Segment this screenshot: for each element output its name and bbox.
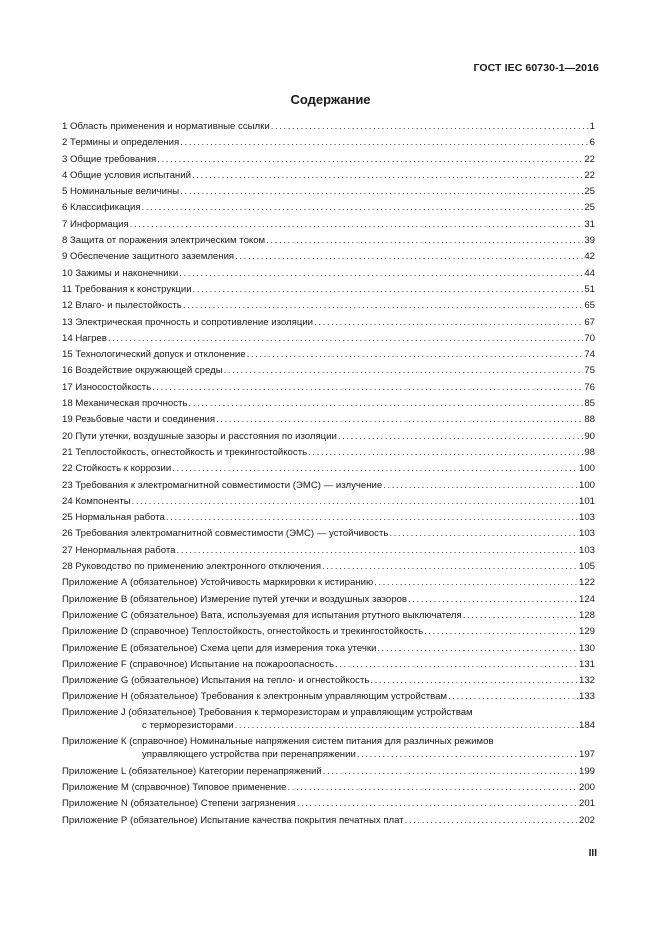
toc-leader-dots bbox=[370, 673, 578, 689]
toc-entry[interactable] bbox=[62, 706, 595, 735]
toc-entry-page: 22 bbox=[584, 153, 595, 165]
toc-entry-title: Приложение G (обязательное) Испытания на тепло- и огнестойкость bbox=[62, 675, 370, 687]
toc-entry-title: 11 Требования к конструкции bbox=[62, 283, 192, 295]
toc-entry-page: 132 bbox=[578, 675, 595, 687]
toc-entry-page: 129 bbox=[578, 626, 595, 638]
toc-entry[interactable] bbox=[62, 494, 595, 510]
toc-entry[interactable] bbox=[62, 592, 595, 608]
toc-entry[interactable] bbox=[62, 813, 595, 829]
toc-entry[interactable] bbox=[62, 575, 595, 591]
toc-leader-dots bbox=[374, 575, 578, 591]
toc-entry-title: 26 Требования электромагнитной совместимости (ЭМС) — устойчивость bbox=[62, 528, 389, 540]
toc-entry[interactable] bbox=[62, 168, 595, 184]
toc-leader-dots bbox=[180, 135, 588, 151]
toc-entry-title: 20 Пути утечки, воздушные зазоры и расстояния по изоляции bbox=[62, 430, 337, 442]
toc-leader-dots bbox=[180, 184, 583, 200]
toc-entry-page: 184 bbox=[578, 720, 595, 732]
toc-entry[interactable] bbox=[62, 119, 595, 135]
toc-leader-dots bbox=[235, 719, 578, 733]
toc-leader-dots bbox=[357, 748, 578, 762]
toc-entry-page: 128 bbox=[578, 609, 595, 621]
toc-entry-title: 1 Область применения и нормативные ссылки bbox=[62, 121, 270, 132]
toc-leader-dots bbox=[424, 624, 578, 640]
toc-entry[interactable] bbox=[62, 249, 595, 265]
toc-entry-page: 1 bbox=[589, 121, 595, 132]
standard-designation: ГОСТ IEC 60730-1—2016 bbox=[473, 62, 599, 74]
toc-entry-title: 25 Нормальная работа bbox=[62, 512, 165, 524]
toc-entry-title: 16 Воздействие окружающей среды bbox=[62, 365, 223, 377]
toc-entry[interactable] bbox=[62, 282, 595, 298]
toc-entry-title: 2 Термины и определения bbox=[62, 137, 180, 149]
toc-entry-page: 76 bbox=[584, 381, 595, 393]
toc-leader-dots bbox=[172, 461, 578, 477]
toc-entry[interactable] bbox=[62, 298, 595, 314]
toc-leader-dots bbox=[314, 315, 583, 331]
toc-entry-title: 3 Общие требования bbox=[62, 153, 157, 165]
toc-entry-page: 100 bbox=[578, 479, 595, 491]
toc-entry-page: 124 bbox=[578, 593, 595, 605]
toc-entry[interactable] bbox=[62, 657, 595, 673]
toc-entry-page: 65 bbox=[584, 300, 595, 312]
toc-leader-dots bbox=[271, 119, 589, 135]
toc-entry-title: 12 Влаго- и пылестойкость bbox=[62, 300, 182, 312]
toc-entry-title: 18 Механическая прочность bbox=[62, 398, 188, 410]
toc-entry-page: 88 bbox=[584, 414, 595, 426]
toc-entry-title: 23 Требования к электромагнитной совместимости (ЭМС) — излучение bbox=[62, 479, 383, 491]
toc-entry-page: 122 bbox=[578, 577, 595, 589]
toc-entry-page: 85 bbox=[584, 398, 595, 410]
toc-entry[interactable] bbox=[62, 526, 595, 542]
toc-entry-page: 201 bbox=[578, 798, 595, 810]
toc-entry[interactable] bbox=[62, 315, 595, 331]
toc-entry-title: 27 Ненормальная работа bbox=[62, 544, 176, 556]
toc-entry[interactable] bbox=[62, 461, 595, 477]
toc-entry-page: 98 bbox=[584, 446, 595, 458]
toc-entry-title: Приложение N (обязательное) Степени загрязнения bbox=[62, 798, 296, 810]
toc-entry-title: 8 Защита от поражения электрическим током bbox=[62, 235, 266, 247]
toc-entry[interactable] bbox=[62, 363, 595, 379]
page-number: III bbox=[588, 848, 597, 859]
toc-leader-dots bbox=[216, 412, 583, 428]
toc-entry-title: 15 Технологический допуск и отклонение bbox=[62, 349, 246, 361]
toc-entry-title: Приложение М (справочное) Типовое применение bbox=[62, 781, 287, 793]
toc-entry[interactable] bbox=[62, 217, 595, 233]
toc-leader-dots bbox=[192, 168, 583, 184]
toc-entry-page: 25 bbox=[584, 202, 595, 214]
toc-leader-dots bbox=[157, 152, 583, 168]
toc-entry-title-continuation: управляющего устройства при перенапряжении bbox=[142, 749, 356, 761]
toc-leader-dots bbox=[183, 298, 584, 314]
toc-entry-page: 75 bbox=[584, 365, 595, 377]
toc-entry[interactable] bbox=[62, 184, 595, 200]
toc-entry-page: 101 bbox=[578, 495, 595, 507]
toc-entry-title: 14 Нагрев bbox=[62, 332, 107, 344]
toc-leader-dots bbox=[383, 478, 578, 494]
toc-entry-title: 22 Стойкость к коррозии bbox=[62, 463, 172, 475]
toc-leader-dots bbox=[188, 396, 583, 412]
toc-entry[interactable] bbox=[62, 380, 595, 396]
toc-entry-page: 130 bbox=[578, 642, 595, 654]
toc-entry-page: 105 bbox=[578, 561, 595, 573]
toc-entry[interactable] bbox=[62, 673, 595, 689]
toc-entry[interactable] bbox=[62, 396, 595, 412]
toc-leader-dots bbox=[389, 526, 578, 542]
toc-leader-dots bbox=[308, 445, 583, 461]
toc-entry[interactable] bbox=[62, 543, 595, 559]
toc-entry-title: 6 Классификация bbox=[62, 202, 141, 214]
toc-entry-title: Приложение А (обязательное) Устойчивость маркировки к истиранию bbox=[62, 577, 374, 589]
toc-entry-page: 67 bbox=[584, 316, 595, 328]
toc-entry[interactable] bbox=[62, 233, 595, 249]
toc-entry-title: Приложение F (справочное) Испытание на пожароопасность bbox=[62, 658, 334, 670]
toc-entry-page: 90 bbox=[584, 430, 595, 442]
toc-entry[interactable] bbox=[62, 764, 595, 780]
toc-leader-dots bbox=[377, 641, 578, 657]
toc-entry-title: 5 Номинальные величины bbox=[62, 186, 180, 198]
toc-entry-page: 100 bbox=[578, 463, 595, 475]
toc-entry-title: 17 Износостойкость bbox=[62, 381, 152, 393]
toc-entry[interactable] bbox=[62, 478, 595, 494]
toc-entry-title: 13 Электрическая прочность и сопротивление изоляции bbox=[62, 316, 314, 328]
table-of-contents bbox=[62, 119, 595, 829]
page-title: Содержание bbox=[290, 92, 371, 107]
toc-entry-page: 199 bbox=[578, 765, 595, 777]
toc-entry[interactable] bbox=[62, 445, 595, 461]
toc-entry[interactable] bbox=[62, 429, 595, 445]
toc-entry-title: 28 Руководство по применению электронного отключения bbox=[62, 561, 322, 573]
toc-entry-title: Приложение С (обязательное) Вата, используемая для испытания ртутного выключателя bbox=[62, 609, 462, 621]
toc-entry-title: Приложение К (справочное) Номинальные напряжения систем питания для различных режимов bbox=[62, 735, 494, 747]
toc-entry[interactable] bbox=[62, 735, 595, 764]
toc-entry[interactable] bbox=[62, 689, 595, 705]
toc-entry-title: 10 Зажимы и наконечники bbox=[62, 267, 179, 279]
toc-leader-dots bbox=[224, 363, 584, 379]
toc-entry-page: 22 bbox=[584, 169, 595, 181]
toc-entry[interactable] bbox=[62, 331, 595, 347]
toc-entry-page: 70 bbox=[584, 332, 595, 344]
toc-entry-title: 9 Обеспечение защитного заземления bbox=[62, 251, 235, 263]
toc-leader-dots bbox=[166, 510, 578, 526]
toc-entry-title: 19 Резьбовые части и соединения bbox=[62, 414, 216, 426]
toc-leader-dots bbox=[130, 217, 584, 233]
toc-entry-title: Приложение D (справочное) Теплостойкость, огнестойкость и трекингостойкость bbox=[62, 626, 424, 638]
toc-leader-dots bbox=[193, 282, 584, 298]
toc-entry-page: 44 bbox=[584, 267, 595, 279]
toc-leader-dots bbox=[152, 380, 583, 396]
toc-leader-dots bbox=[335, 657, 578, 673]
toc-entry-title: Приложение Р (обязательное) Испытание качества покрытия печатных плат bbox=[62, 814, 404, 826]
toc-leader-dots bbox=[463, 608, 578, 624]
toc-leader-dots bbox=[108, 331, 583, 347]
toc-entry-title: 7 Информация bbox=[62, 218, 129, 230]
toc-entry[interactable] bbox=[62, 152, 595, 168]
toc-entry[interactable] bbox=[62, 135, 595, 151]
toc-entry-page: 133 bbox=[578, 691, 595, 703]
toc-entry-page: 31 bbox=[584, 218, 595, 230]
toc-leader-dots bbox=[132, 494, 578, 510]
toc-entry-page: 6 bbox=[589, 137, 595, 149]
toc-entry[interactable] bbox=[62, 641, 595, 657]
toc-leader-dots bbox=[235, 249, 583, 265]
toc-entry[interactable] bbox=[62, 796, 595, 812]
toc-entry[interactable] bbox=[62, 559, 595, 575]
toc-entry[interactable] bbox=[62, 608, 595, 624]
toc-entry[interactable] bbox=[62, 780, 595, 796]
toc-entry[interactable] bbox=[62, 624, 595, 640]
toc-entry[interactable] bbox=[62, 510, 595, 526]
toc-leader-dots bbox=[297, 796, 578, 812]
toc-leader-dots bbox=[448, 689, 578, 705]
toc-entry-page: 25 bbox=[584, 186, 595, 198]
toc-leader-dots bbox=[322, 559, 578, 575]
toc-entry-page: 103 bbox=[578, 512, 595, 524]
toc-entry[interactable] bbox=[62, 347, 595, 363]
toc-leader-dots bbox=[288, 780, 578, 796]
toc-entry-page: 200 bbox=[578, 781, 595, 793]
toc-entry-page: 103 bbox=[578, 544, 595, 556]
toc-entry-page: 103 bbox=[578, 528, 595, 540]
toc-leader-dots bbox=[408, 592, 578, 608]
toc-entry-title: Приложение J (обязательное) Требования к терморезисторам и управляющим устройствам bbox=[62, 706, 473, 718]
toc-entry-page: 51 bbox=[584, 283, 595, 295]
toc-leader-dots bbox=[405, 813, 578, 829]
toc-entry-page: 74 bbox=[584, 349, 595, 361]
toc-entry-title: Приложение L (обязательное) Категории перенапряжений bbox=[62, 765, 322, 777]
toc-entry[interactable] bbox=[62, 412, 595, 428]
toc-entry-title: 4 Общие условия испытаний bbox=[62, 169, 191, 181]
toc-leader-dots bbox=[142, 200, 584, 216]
toc-leader-dots bbox=[266, 233, 583, 249]
toc-entry-title: Приложение Н (обязательное) Требования к электронным управляющим устройствам bbox=[62, 691, 448, 703]
toc-entry-title: 21 Теплостойкость, огнестойкость и трекингостойкость bbox=[62, 446, 308, 458]
toc-entry-page: 39 bbox=[584, 235, 595, 247]
toc-leader-dots bbox=[338, 429, 583, 445]
toc-entry-page: 131 bbox=[578, 658, 595, 670]
toc-leader-dots bbox=[247, 347, 584, 363]
toc-entry[interactable] bbox=[62, 200, 595, 216]
toc-entry-title: Приложение Е (обязательное) Схема цепи для измерения тока утечки bbox=[62, 642, 377, 654]
toc-leader-dots bbox=[177, 543, 578, 559]
toc-entry-title: Приложение В (обязательное) Измерение путей утечки и воздушных зазоров bbox=[62, 593, 407, 605]
toc-leader-dots bbox=[179, 266, 583, 282]
toc-entry-page: 197 bbox=[578, 749, 595, 761]
toc-leader-dots bbox=[323, 764, 578, 780]
toc-entry[interactable] bbox=[62, 266, 595, 282]
toc-entry-title: 24 Компоненты bbox=[62, 495, 131, 507]
toc-entry-page: 202 bbox=[578, 814, 595, 826]
toc-entry-title-continuation: с терморезисторами bbox=[142, 720, 234, 732]
toc-entry-page: 42 bbox=[584, 251, 595, 263]
